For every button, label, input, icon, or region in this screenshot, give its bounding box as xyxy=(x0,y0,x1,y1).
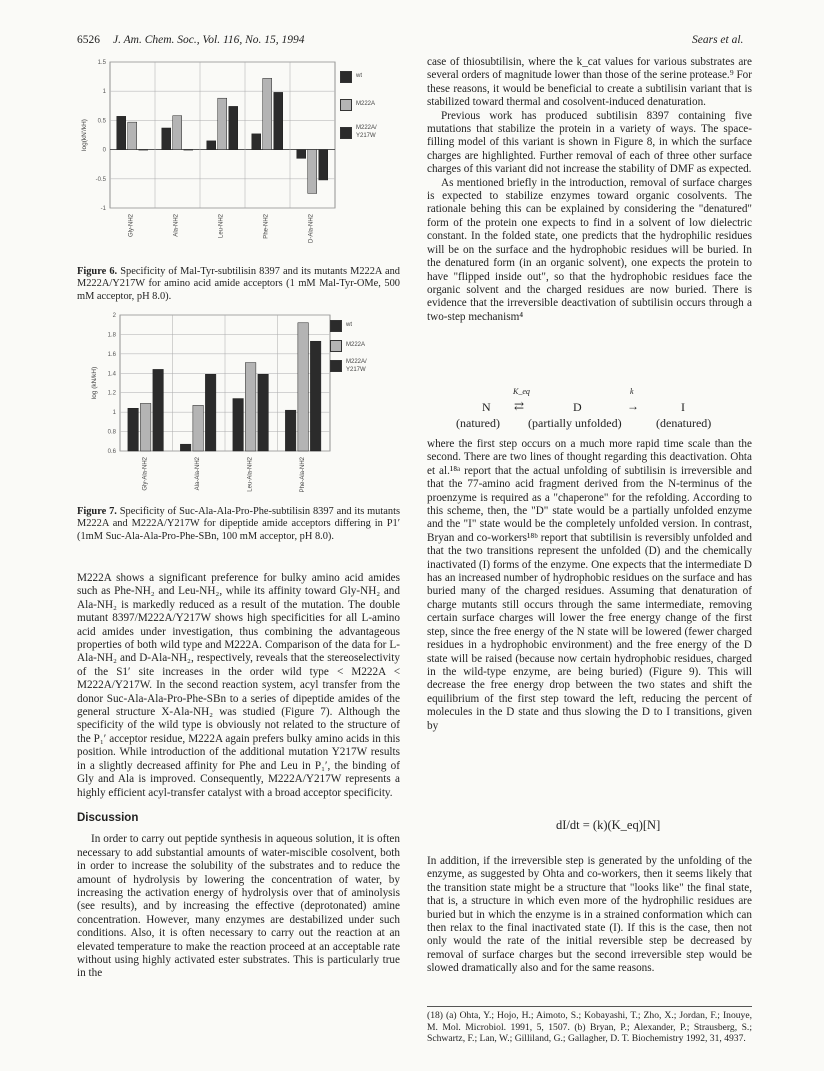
legend-label-m222a: M222A xyxy=(346,342,366,348)
x-tick-label: Gly-NH2 xyxy=(128,214,135,238)
figure-7-legend xyxy=(330,320,400,390)
bar-m222a-y217w xyxy=(258,374,269,451)
y-axis-label: log(kN'/kH) xyxy=(81,119,88,151)
bar-m222a xyxy=(140,403,151,451)
figure-6-caption: Figure 6. Specificity of Mal-Tyr-subtilisin 8397 and its mutants M222A and M222A/Y217W for amino acid amide acceptors (1 mM Mal-Tyr-OMe, 500 mM acceptor, pH 8.0). xyxy=(77,266,400,302)
page-number: 6526 xyxy=(77,34,100,46)
legend-swatch-m222a xyxy=(340,99,352,111)
x-tick-label: Phe-Ala-NH2 xyxy=(299,457,306,493)
legend-label-m222a: M222A xyxy=(356,101,376,107)
scheme-equilibrium-arrow: ⇄ xyxy=(514,399,525,413)
bar-wt xyxy=(207,141,216,150)
bar-m222a xyxy=(128,122,137,149)
scheme-forward-arrow: → xyxy=(627,399,639,413)
y-tick-label: 1.6 xyxy=(107,351,116,358)
y-tick-label: 2 xyxy=(112,313,116,319)
legend-swatch-wt xyxy=(330,320,342,332)
figure-6-legend xyxy=(340,67,400,167)
scheme-label-partially-unfolded: (partially unfolded) xyxy=(528,416,622,430)
y-tick-label: -0.5 xyxy=(95,176,106,183)
bar-m222a xyxy=(173,116,182,150)
bar-wt xyxy=(128,408,139,451)
y-tick-label: 0 xyxy=(102,147,106,154)
scheme-I: I xyxy=(681,400,685,414)
legend-swatch-m222a-y217w xyxy=(340,127,352,139)
x-tick-label: Leu-Ala-NH2 xyxy=(247,457,254,492)
x-tick-label: Ala-Ala-NH2 xyxy=(194,457,201,491)
bar-m222a xyxy=(218,98,227,149)
bar-m222a-y217w xyxy=(139,150,148,151)
bar-m222a xyxy=(193,405,204,451)
scheme-label-natured: (natured) xyxy=(456,416,500,430)
y-tick-label: 0.5 xyxy=(97,118,106,125)
y-axis-label: log (kN/kH) xyxy=(91,366,98,400)
scheme-N: N xyxy=(482,400,491,414)
y-tick-label: 1.2 xyxy=(107,390,116,397)
bar-wt xyxy=(180,444,191,451)
bar-wt xyxy=(162,128,171,150)
journal-citation: J. Am. Chem. Soc., Vol. 116, No. 15, 1994 xyxy=(113,34,305,46)
legend-label-m222a-y217w: M222A/ Y217W xyxy=(356,125,377,139)
bar-m222a-y217w xyxy=(184,150,193,151)
y-tick-label: 1.4 xyxy=(107,371,116,378)
section-heading-discussion: Discussion xyxy=(77,811,139,824)
footnote-rule xyxy=(427,1006,752,1007)
figure-7-caption: Figure 7. Specificity of Suc-Ala-Ala-Pro-Phe-subtilisin 8397 and its mutants M222A and M222A/Y217W for dipeptide amide acceptors differing in P1′ (1mM Suc-Ala-Ala-Pro-Phe-SBn, 100 mM acceptor, pH 8.0). xyxy=(77,506,401,542)
x-tick-label: D-Ala-NH2 xyxy=(308,214,315,244)
scheme-label-denatured: (denatured) xyxy=(656,416,712,430)
footnote-18: (18) (a) Ohta, Y.; Hojo, H.; Aimoto, S.; Kobayashi, T.; Zho, X.; Jordan, F.; Inouye, M. Mol. Microbiol. 1991, 5, 1507. (b) Bryan, P.; Alexander, P.; Strausberg, S.; Schwartz, F.; Lan, W.; Gilliland, G.; Gallagher, D. T. Biochemistry 1992, 31, 4937. xyxy=(427,1010,752,1045)
paragraph-results: M222A shows a significant preference for bulky amino acid amides such as Phe-NH₂ and Leu-NH₂, while its affinity toward Gly-NH₂ and Ala-NH₂ is markedly reduced as a result of the mutation. The double mutant 8397/M222A/Y217W shows high specificities for all L-amino acid amides under investigation, thus combining the advantageous properties of both wild type and M222A. Comparison of the data for L-Ala-NH₂ and D-Ala-NH₂, respectively, reveals that the stereoselectivity of the S1′ site increases in the order wild type < M222A < M222A/Y217W. In the second reaction system, acyl transfer from the donor Suc-Ala-Ala-Pro-Phe-SBn to a series of dipeptide amides of the general structure X-Ala-NH₂ was studied (Figure 7). Although the specificity of the wild type is obviously not related to the structure of the P₁′ acceptor residue, M222A again prefers bulky amino acids in this position. While introduction of the additional mutation Y217W results in a slightly decreased affinity for Phe and Leu in P₁′, the binding of Gly and Ala is improved. Consequently, M222A/Y217W represents a highly efficient acyl-transfer catalyst with a broad acceptor specificity. xyxy=(77,572,400,799)
rate-equation: dI/dt = (k)(K_eq)[N] xyxy=(556,818,661,832)
bar-m222a-y217w xyxy=(153,369,164,451)
bar-m222a xyxy=(298,323,309,451)
y-tick-label: 0.6 xyxy=(107,449,116,455)
paragraph-discussion: In order to carry out peptide synthesis in aqueous solution, it is often necessary to add substantial amounts of water-miscible cosolvent, both in order to increase the solubility of the substrates and to reduce the amount of hydrolysis by lowering the concentration of water, by increasing the activation energy of hydrolysis over that of aminolysis (see results), and by increasing the effective (deprotonated) amine concentration. However, many enzymes are destabilized under such conditions. Also, it is often necessary to carry out the reaction at an elevated temperature to make the reaction proceed at an acceptable rate without using highly activated ester substrates. This is particularly true in the xyxy=(77,833,400,980)
y-tick-label: -1 xyxy=(100,206,106,212)
scheme-k: k xyxy=(630,387,634,396)
legend-swatch-m222a xyxy=(330,340,342,352)
right-column-bottom xyxy=(427,855,752,976)
bar-m222a-y217w xyxy=(310,341,321,451)
scheme-D: D xyxy=(573,400,582,414)
paragraph-deactivation: where the first step occurs on a much more rapid time scale than the second. There are two lines of thought regarding this deactivation. Ohta et al.¹⁸ᵃ report that the actual unfolding of subtilisin is irreversible and that the 77-amino acid fragment derived from the N-terminus of the proenzyme is required as a "chaperone" for the refolding. According to this scheme, then, the "D" state would be a partially unfolded enzyme and the "I" state would be the completely unfolded version. In contrast, Bryan and co-workers¹⁸ᵇ report that subtilisin is reversibly unfolded and that the two transitions represent the unfolded (D) and the chemically inactivated (I) forms of the enzyme. One expects that the intermediate D has an increased number of hydrophobic residues on the surface and has buried many of the charged residues. Assuming that denaturation of charge mutants still occurs through the same intermediate, removing certain surface charges will lower the free energy change of the first step, since the free energy of the N state will be lowered (fewer charged residues in a hydrophobic environment) and the free energy of the D state will be raised (because now certain hydrophobic residues, charged in the wild-type enzyme, are being buried) (Figure 9). This will decrease the free energy drop between the two states and shift the equilibrium of the first step toward the left, reducing the percent of molecules in the D state and thus slowing the D to I transitions, given by xyxy=(427,438,752,732)
bar-m222a xyxy=(308,150,317,194)
paragraph-surface-charges: As mentioned briefly in the introduction, removal of surface charges is expected to stabilize enzymes toward organic cosolvents. The rationale behing this can be explained by considering the "denatured" form of the protein one expects to find in a solvent of low dielectric constant. In the folded state, one predicts that the hydrophilic residues will be on the surface and the hydrophobic residues will be buried. In the denatured form (in an organic solvent), one expects the protein to have "flipped inside out", so that the hydrophobic residues face the organic solvent and the charged residues are now buried. There is evidence that the irreversible deactivation of subtilisin occurs through a two-step mechanism⁴ xyxy=(427,176,752,323)
bar-m222a-y217w xyxy=(274,92,283,149)
paragraph-previous-work: Previous work has produced subtilisin 8397 containing five mutations that stabilize the protein in a variety of ways. The space-filling model of this variant is shown in Figure 8, in which the surface charges are highlighted. Further removal of each of three other surface charges of this variant did not increase the stability of DMF as expected. xyxy=(427,109,752,176)
paragraph-thiosubtilisin: case of thiosubtilisin, where the k_cat values for various substrates are several orders of magnitude lower than those of the serine protease.⁹ For these reasons, it would be beneficial to create a subtilisin variant that is stabilized toward thermal and cosolvent-induced denaturation. xyxy=(427,56,752,109)
bar-wt xyxy=(117,116,126,149)
y-tick-label: 0.8 xyxy=(107,429,116,436)
x-tick-label: Leu-NH2 xyxy=(218,214,225,239)
bar-wt xyxy=(285,410,296,451)
running-authors: Sears et al. xyxy=(692,34,744,46)
legend-swatch-m222a-y217w xyxy=(330,360,342,372)
x-tick-label: Ala-NH2 xyxy=(173,214,180,237)
left-column-body xyxy=(77,572,400,981)
legend-label-wt: wt xyxy=(346,322,352,328)
x-tick-label: Phe-NH2 xyxy=(263,214,270,239)
y-tick-label: 1.8 xyxy=(107,332,116,339)
paragraph-transition-state: In addition, if the irreversible step is generated by the unfolding of the enzyme, as suggested by Ohta and co-workers, then it seems likely that the transition state might be a structure that "looks like" the final state, that is, a structure in which even more of the hydrophilic residues are buried but in which the enzyme is in a strained conformation which can then relax to the final inactivated state (I). If this is the case, then not only would the rate of the initial reversible step be decreased by removal of surface charges but the second irreversible step would be slowed dramatically also and for the same reasons. xyxy=(427,855,752,975)
right-column-top xyxy=(427,56,752,324)
y-tick-label: 1 xyxy=(112,410,116,417)
y-tick-label: 1 xyxy=(102,89,106,96)
bar-m222a-y217w xyxy=(205,374,216,451)
legend-label-wt: wt xyxy=(356,73,362,79)
bar-wt xyxy=(233,399,244,451)
bar-m222a-y217w xyxy=(229,106,238,149)
x-tick-label: Gly-Ala-NH2 xyxy=(142,457,149,491)
legend-label-m222a-y217w: M222A/ Y217W xyxy=(346,359,367,373)
y-tick-label: 1.5 xyxy=(97,60,106,66)
bar-m222a xyxy=(245,363,256,451)
bar-m222a-y217w xyxy=(319,150,328,180)
scheme-keq: K_eq xyxy=(513,387,530,396)
bar-m222a xyxy=(263,78,272,149)
legend-swatch-wt xyxy=(340,71,352,83)
right-column-middle xyxy=(427,438,752,733)
bar-wt xyxy=(252,134,261,150)
bar-wt xyxy=(297,150,306,159)
